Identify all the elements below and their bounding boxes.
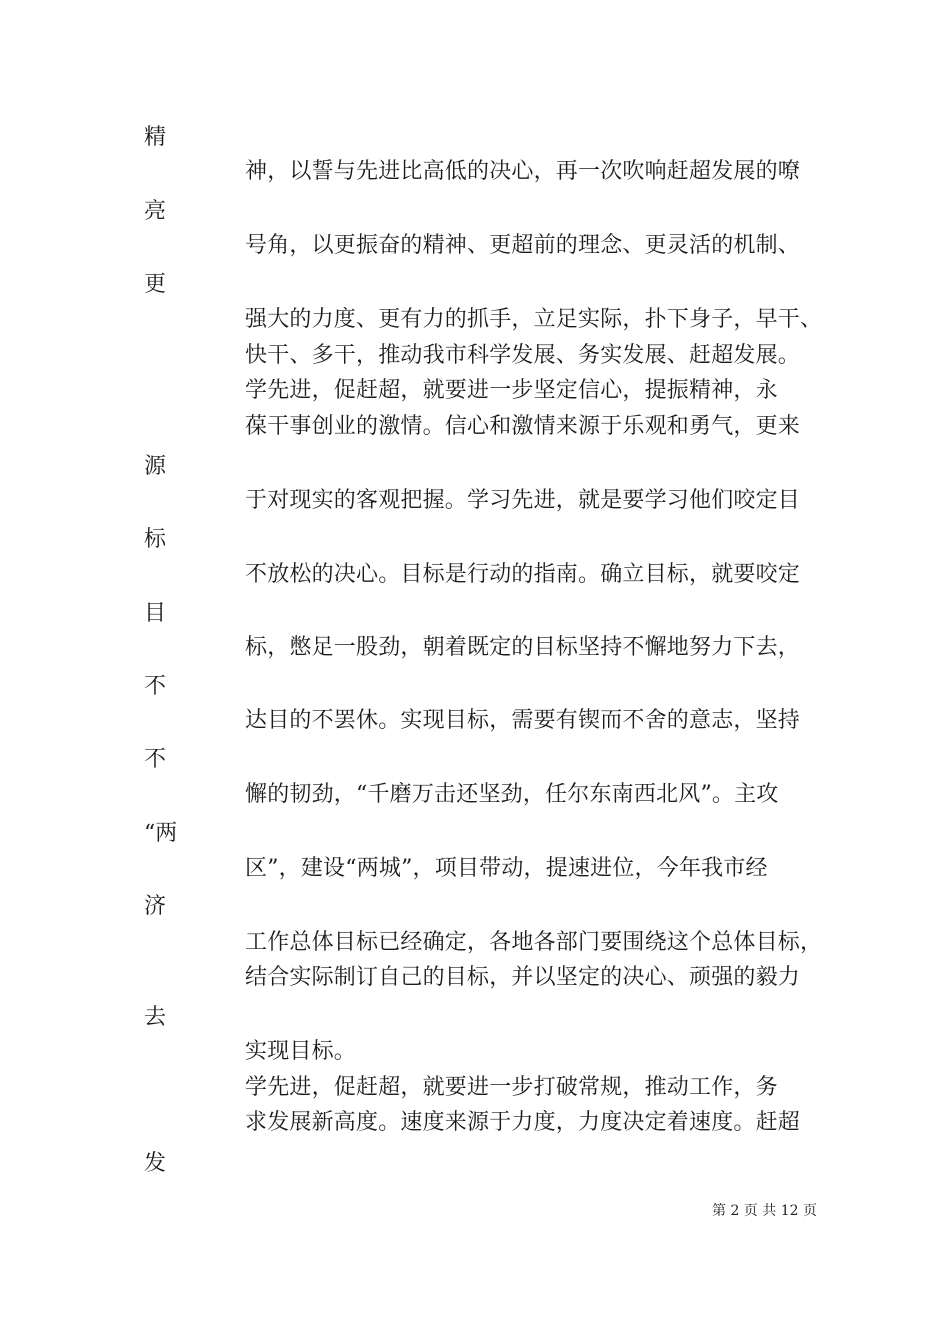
body-text-line: 于对现实的客观把握。学习先进，就是要学习他们咬定目 — [245, 488, 801, 513]
body-text-line: 神，以誓与先进比高低的决心，再一次吹响赶超发展的嘹 — [245, 159, 801, 184]
body-text-line: 区”，建设“两城”，项目带动，提速进位，今年我市经 — [245, 856, 768, 881]
margin-char: 亮 — [144, 199, 167, 224]
margin-char: 济 — [144, 894, 167, 919]
margin-char: “两 — [144, 821, 178, 846]
margin-char: 标 — [144, 527, 167, 552]
margin-char: 目 — [144, 601, 167, 626]
margin-char: 不 — [144, 674, 167, 699]
page-number-footer: 第 2 页 共 12 页 — [712, 1203, 817, 1219]
body-text-line: 懈的韧劲，“千磨万击还坚劲，任尔东南西北风”。主攻 — [245, 782, 779, 807]
margin-char: 源 — [144, 454, 167, 479]
margin-char: 更 — [144, 272, 167, 297]
body-text-line: 标，憋足一股劲，朝着既定的目标坚持不懈地努力下去， — [245, 635, 801, 660]
body-text-line: 号角，以更振奋的精神、更超前的理念、更灵活的机制、 — [245, 233, 801, 258]
body-text-line: 求发展新高度。速度来源于力度，力度决定着速度。赶超 — [245, 1110, 801, 1135]
margin-char: 发 — [144, 1151, 167, 1176]
body-text-line: 葆干事创业的激情。信心和激情来源于乐观和勇气，更来 — [245, 414, 801, 439]
body-text-line: 不放松的决心。目标是行动的指南。确立目标，就要咬定 — [245, 562, 801, 587]
body-text-line: 实现目标。 — [245, 1039, 357, 1064]
body-text-line: 结合实际制订自己的目标，并以坚定的决心、顽强的毅力 — [245, 965, 801, 990]
body-text-line: 学先进，促赶超，就要进一步打破常规，推动工作，务 — [245, 1075, 778, 1100]
margin-char: 精 — [144, 125, 167, 150]
body-text-line: 强大的力度、更有力的抓手，立足实际，扑下身子，早干、 — [245, 307, 823, 332]
body-text-line: 快干、多干，推动我市科学发展、务实发展、赶超发展。 — [245, 343, 801, 368]
margin-char: 不 — [144, 747, 167, 772]
margin-char: 去 — [144, 1005, 167, 1030]
body-text-line: 学先进，促赶超，就要进一步坚定信心，提振精神，永 — [245, 378, 778, 403]
body-text-line: 工作总体目标已经确定，各地各部门要围绕这个总体目标， — [245, 930, 823, 955]
body-text-line: 达目的不罢休。实现目标，需要有锲而不舍的意志，坚持 — [245, 708, 801, 733]
